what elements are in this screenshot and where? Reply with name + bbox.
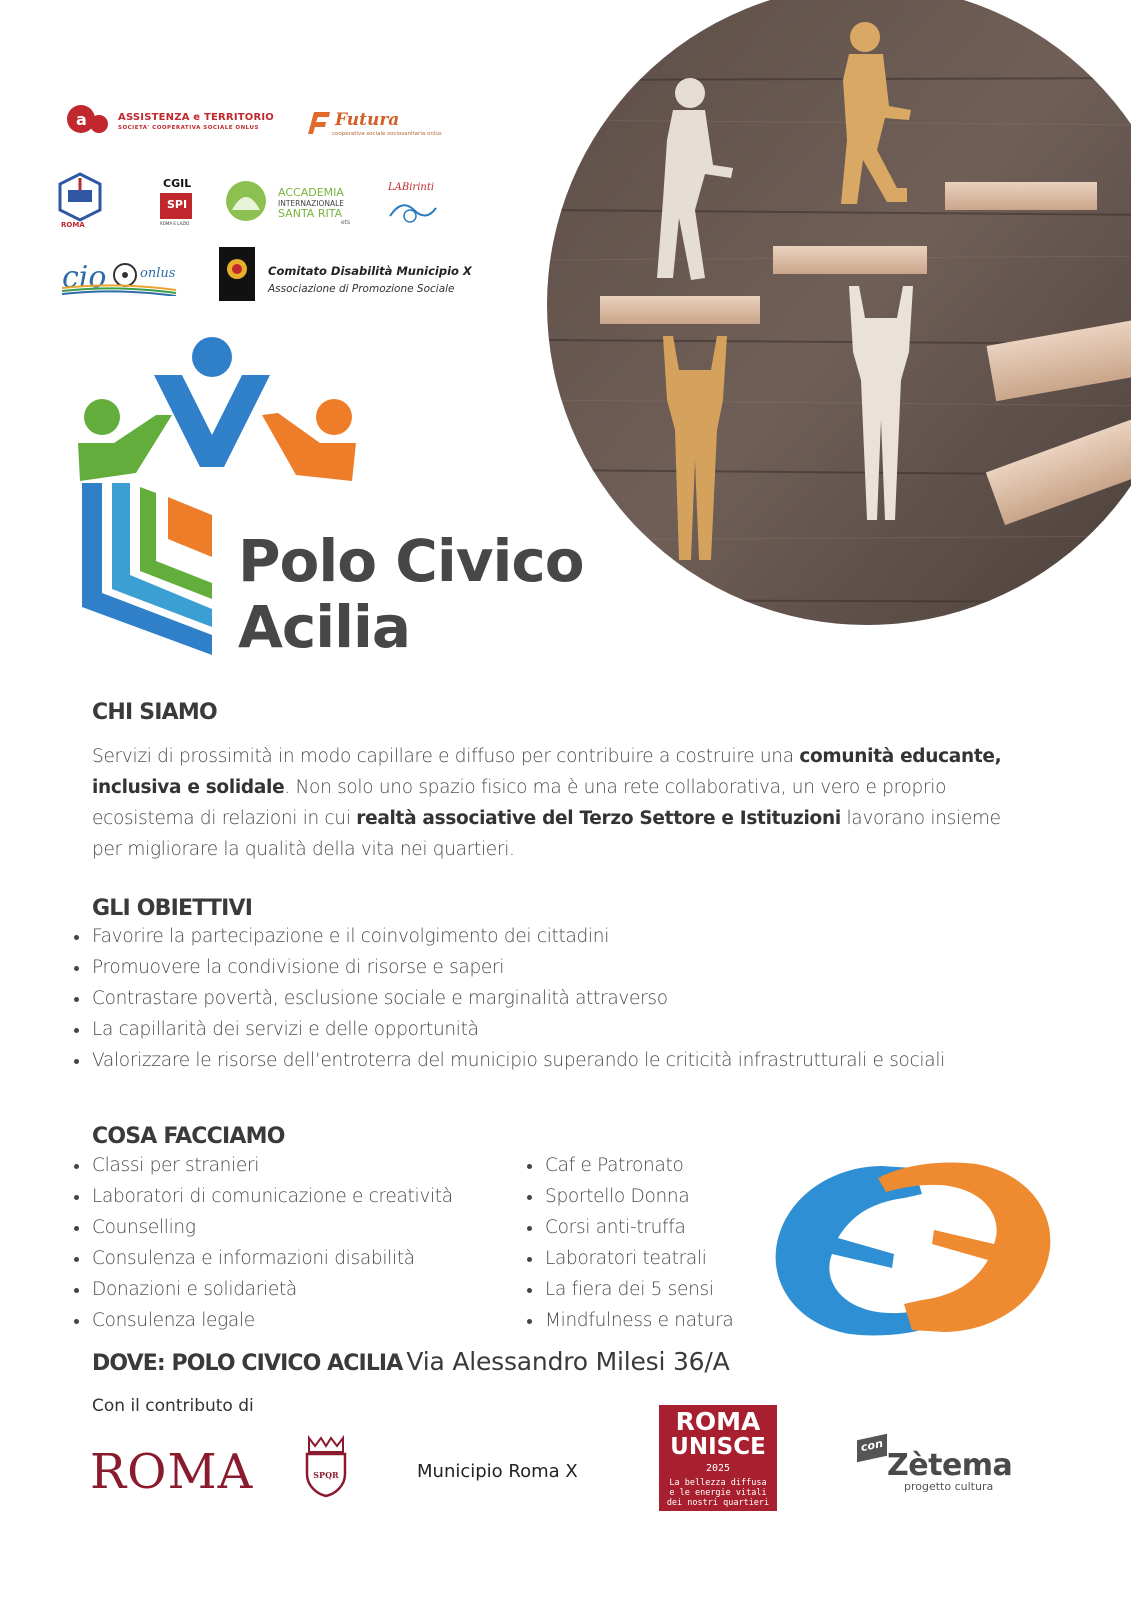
list-item: La fiera dei 5 sensi [527, 1274, 733, 1305]
obiettivi-heading: GLI OBIETTIVI [92, 896, 253, 921]
brand-title-line1: Polo Civico [238, 527, 584, 595]
roma-unisce-tagline-1: La bellezza diffusa [669, 1478, 767, 1488]
chi-siamo-bold-1: comunità educante, inclusiva e solidale [92, 746, 1002, 798]
list-item: Favorire la partecipazione e il coinvolgimento dei cittadini [74, 921, 945, 952]
list-item: Consulenza e informazioni disabilità [74, 1243, 453, 1274]
roma-crest-icon [303, 1434, 349, 1498]
roma-unisce-tagline [659, 1478, 777, 1508]
chi-siamo-text-1: Servizi di prossimità in modo capillare e diffuso per contribuire a costruire una [92, 746, 800, 767]
roma-unisce-tagline-3: dei nostri quartieri [666, 1498, 770, 1508]
contribution-label: Con il contributo di [92, 1396, 254, 1416]
helping-hands-icon [772, 1158, 1054, 1340]
accademia-logo-icon [224, 180, 268, 222]
spi-label: SPI [167, 198, 188, 211]
roma-crest-text: SPQR [313, 1470, 339, 1480]
cosa-facciamo-list-left [74, 1150, 453, 1336]
list-item: Consulenza legale [74, 1305, 453, 1336]
futura-logo-icon [304, 108, 334, 138]
list-item: Mindfulness e natura [527, 1305, 733, 1336]
list-item: Contrastare povertà, esclusione sociale e marginalità attraverso [74, 983, 945, 1014]
futura-subtitle: cooperativa sociale sociosanitaria onlus [332, 131, 442, 137]
svg-text:a: a [76, 110, 87, 129]
comitato-logo-icon [219, 247, 255, 301]
chi-siamo-bold-2: realtà associative del Terzo Settore e Istituzioni [356, 808, 841, 829]
list-item: Donazioni e solidarietà [74, 1274, 453, 1305]
cio-name: cio [62, 260, 107, 295]
zetema-logo: Zètema [887, 1448, 1013, 1483]
roma-unisce-year: 2025 [705, 1463, 731, 1474]
location-line [92, 1347, 730, 1376]
accademia-line4: ets [341, 219, 351, 226]
list-item: Classi per stranieri [74, 1150, 453, 1181]
futura-name: Futura [335, 110, 400, 130]
list-item: Laboratori di comunicazione e creatività [74, 1181, 453, 1212]
roma-logo: ROMA [90, 1444, 254, 1500]
acli-label: ROMA [61, 221, 85, 229]
assistenza-territorio-subtitle: SOCIETA' COOPERATIVA SOCIALE ONLUS [118, 125, 259, 131]
list-item: Valorizzare le risorse dell’entroterra del municipio superando le criticità infrastrutturali e sociali [74, 1045, 945, 1076]
cgil-label: CGIL [163, 177, 192, 190]
list-item: Caf e Patronato [527, 1150, 733, 1181]
cio-onlus: onlus [140, 266, 176, 281]
location-label: DOVE: POLO CIVICO ACILIA [92, 1351, 403, 1376]
accademia-line1: ACCADEMIA [278, 186, 344, 199]
list-item: Counselling [74, 1212, 453, 1243]
chi-siamo-text-3: lavorano insieme per migliorare la qualità della vita nei quartieri. [92, 808, 1001, 860]
obiettivi-list [74, 921, 945, 1076]
comitato-line2: Associazione di Promozione Sociale [268, 283, 455, 295]
location-address: Via Alessandro Milesi 36/A [406, 1347, 730, 1376]
list-item: Corsi anti-truffa [527, 1212, 733, 1243]
chi-siamo-paragraph [92, 741, 1032, 865]
municipio-label: Municipio Roma X [417, 1461, 578, 1482]
comitato-line1: Comitato Disabilità Municipio X [268, 264, 472, 278]
chi-siamo-text-2: . Non solo uno spazio fisico ma è una rete collaborativa, un vero e proprio ecosistema di relazioni in cui [92, 777, 947, 829]
hero-photo-circle [545, 0, 1131, 650]
acli-logo-icon [58, 172, 102, 222]
cosa-facciamo-list-right [527, 1150, 733, 1336]
list-item: La capillarità dei servizi e delle opportunità [74, 1014, 945, 1045]
accademia-line2: INTERNAZIONALE [278, 199, 345, 208]
accademia-line3: SANTA RITA [278, 207, 343, 220]
list-item: Promuovere la condivisione di risorse e saperi [74, 952, 945, 983]
zetema-con-badge: con [857, 1434, 887, 1462]
assistenza-territorio-logo-icon [66, 102, 110, 136]
list-item: Sportello Donna [527, 1181, 733, 1212]
cosa-facciamo-heading: COSA FACCIAMO [92, 1124, 285, 1149]
list-item: Laboratori teatrali [527, 1243, 733, 1274]
roma-unisce-line2: UNISCE [670, 1434, 766, 1460]
cgil-subtitle: ROMA E LAZIO [160, 221, 190, 226]
roma-unisce-logo [659, 1405, 777, 1511]
chi-siamo-heading: CHI SIAMO [92, 700, 217, 725]
brand-title-line2: Acilia [238, 593, 411, 661]
labirinti-name: LABirinti [388, 182, 435, 193]
assistenza-territorio-name: ASSISTENZA e TERRITORIO [118, 112, 274, 123]
roma-unisce-line1: ROMA [675, 1407, 761, 1436]
roma-unisce-tagline-2: e le energie vitali [669, 1488, 767, 1498]
zetema-subtitle: progetto cultura [904, 1480, 994, 1493]
labirinti-logo-icon [386, 196, 438, 226]
cio-rainbow-icon [60, 284, 178, 296]
